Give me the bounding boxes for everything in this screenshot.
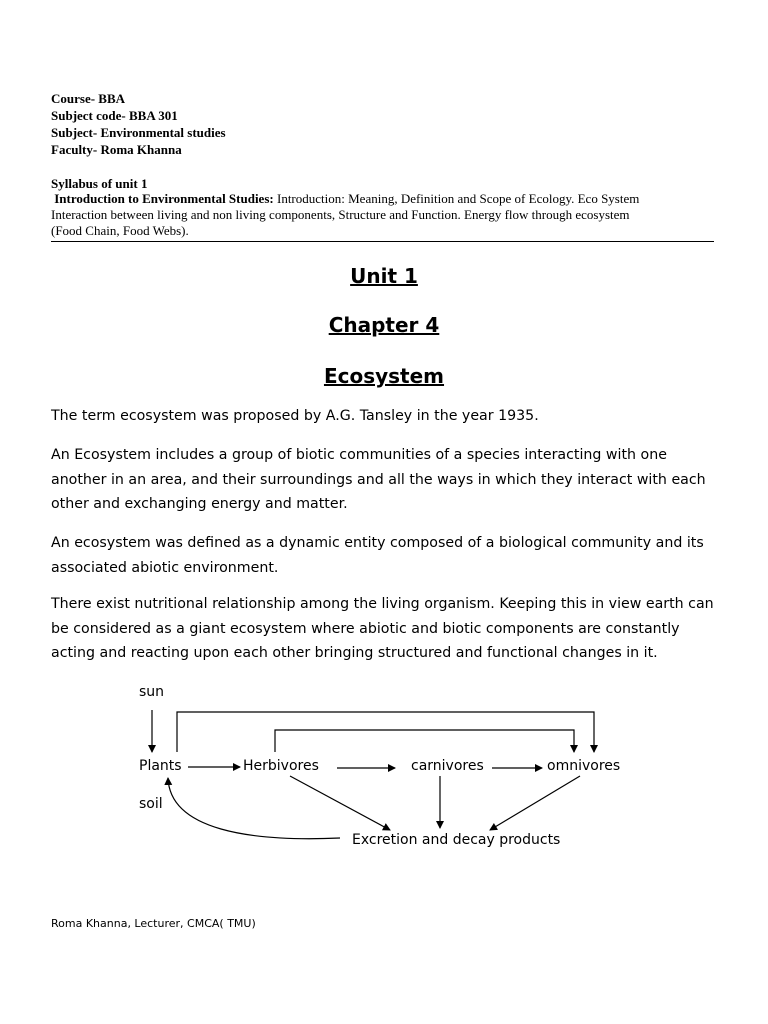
paragraph-4: There exist nutritional relationship among the living organism. Keeping this in view earth can be considered as a giant ecosystem where abiotic and biotic components are constantly acting and reacting upon each other bringing structured and functional changes in it. <box>51 596 714 661</box>
faculty-line: Faculty- Roma Khanna <box>51 142 182 157</box>
omnivores-label: omnivores <box>547 758 621 774</box>
plants-to-omnivores-arrow <box>177 712 594 752</box>
subject-code-line: Subject code- BBA 301 <box>51 108 178 123</box>
sun-label: sun <box>139 684 165 700</box>
paragraph-2: An Ecosystem includes a group of biotic communities of a species interacting with one another in an area, and their surroundings and all the ways in which they interact with each other and exchanging energy and matter. <box>51 447 706 512</box>
unit-heading: Unit 1 <box>350 264 418 288</box>
herbivores-to-decay-arrow <box>290 776 390 830</box>
syllabus-title: Syllabus of unit 1 <box>51 176 148 191</box>
syllabus-lead: Introduction to Environmental Studies: <box>54 191 274 206</box>
decay-label: Excretion and decay products <box>352 832 561 848</box>
course-line: Course- BBA <box>51 91 126 106</box>
herbivores-to-omnivores-arrow <box>275 730 574 752</box>
syllabus-line-1-text: Introduction: Meaning, Definition and Scope of Ecology. Eco System <box>273 191 640 206</box>
paragraph-3: An ecosystem was defined as a dynamic entity composed of a biological community and its associated abiotic environment. <box>51 535 704 576</box>
carnivores-label: carnivores <box>411 758 484 774</box>
subject-line: Subject- Environmental studies <box>51 125 226 140</box>
paragraph-1: The term ecosystem was proposed by A.G. Tansley in the year 1935. <box>51 408 539 424</box>
omnivores-to-decay-arrow <box>490 776 580 830</box>
syllabus-line-3: (Food Chain, Food Webs). <box>51 223 189 238</box>
decay-to-plants-arrow <box>168 778 340 839</box>
plants-label: Plants <box>139 758 182 774</box>
soil-label: soil <box>139 796 163 812</box>
herbivores-label: Herbivores <box>243 758 319 774</box>
chapter-heading: Chapter 4 <box>328 313 440 337</box>
syllabus-line-2: Interaction between living and non living components, Structure and Function. Energy flow through ecosystem <box>51 207 630 222</box>
footer-credit: Roma Khanna, Lecturer, CMCA( TMU) <box>51 917 256 930</box>
topic-heading: Ecosystem <box>323 364 445 388</box>
